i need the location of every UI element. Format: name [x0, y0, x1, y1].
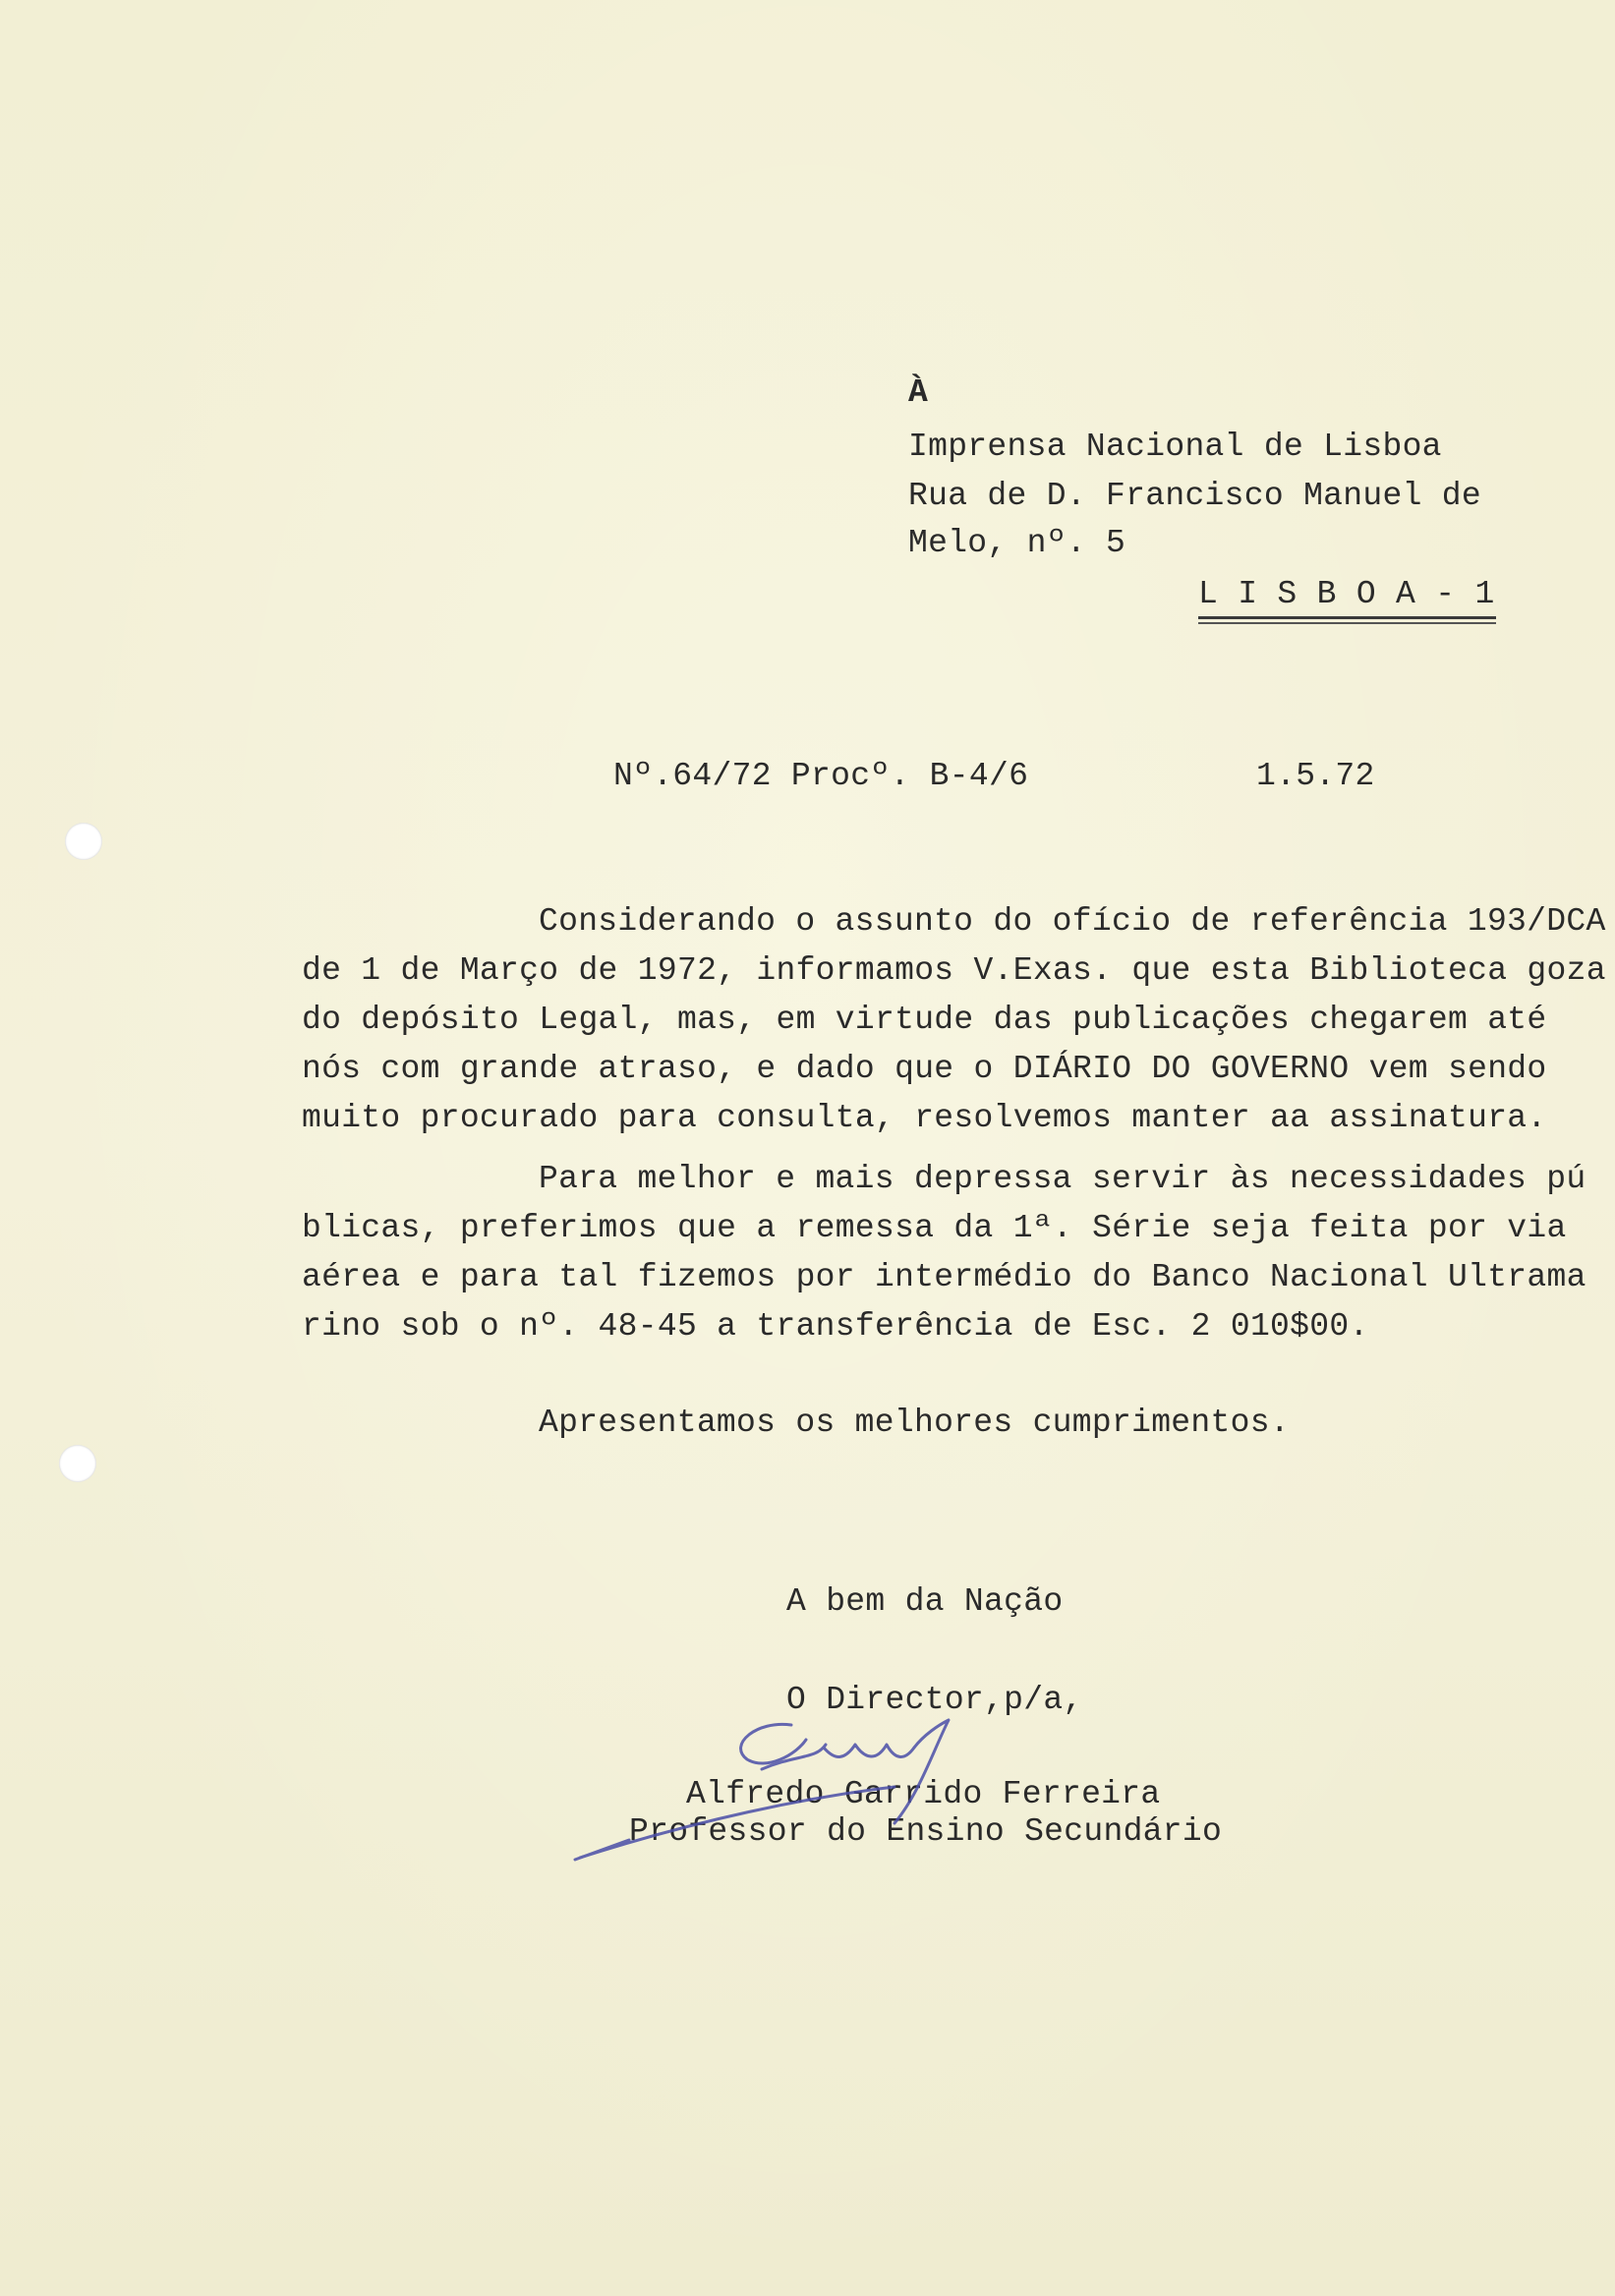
paragraph1-line3: do depósito Legal, mas, em virtude das publicações chegarem até: [302, 1002, 1547, 1038]
reference-date: 1.5.72: [1256, 758, 1375, 794]
addressee-prefix: À: [908, 374, 929, 411]
paragraph2-line3: aérea e para tal fizemos por intermédio do Banco Nacional Ultrama: [302, 1259, 1586, 1295]
city-double-underline: [1198, 622, 1496, 624]
paragraph1-line2: de 1 de Março de 1972, informamos V.Exas. que esta Biblioteca goza: [302, 952, 1606, 989]
punch-hole-top: [65, 823, 102, 860]
punch-hole-bottom: [59, 1445, 96, 1482]
salutation: A bem da Nação: [786, 1583, 1064, 1620]
paragraph1-line4: nós com grande atraso, e dado que o DIÁRIO DO GOVERNO vem sendo: [302, 1051, 1547, 1087]
paragraph2-line4: rino sob o nº. 48-45 a transferência de Esc. 2 010$00.: [302, 1308, 1369, 1345]
addressee-name: Imprensa Nacional de Lisboa: [908, 429, 1442, 465]
city-underline: [1198, 616, 1496, 619]
paragraph1-line1: Considerando o assunto do ofício de referência 193/DCA: [539, 903, 1606, 940]
paragraph1-line5: muito procurado para consulta, resolvemos manter aa assinatura.: [302, 1100, 1547, 1136]
closing-line: Apresentamos os melhores cumprimentos.: [539, 1405, 1290, 1441]
addressee-street-line2: Melo, nº. 5: [908, 525, 1126, 561]
addressee-city: L I S B O A - 1: [1198, 576, 1495, 612]
signatory-title: Professor do Ensino Secundário: [629, 1813, 1223, 1850]
signatory-name: Alfredo Garrido Ferreira: [686, 1776, 1161, 1812]
director-line: O Director,p/a,: [786, 1682, 1083, 1718]
paragraph2-line1: Para melhor e mais depressa servir às necessidades pú: [539, 1161, 1586, 1197]
paragraph2-line2: blicas, preferimos que a remessa da 1ª. Série seja feita por via: [302, 1210, 1567, 1246]
handwritten-signature: [570, 1700, 1081, 1867]
reference-number: Nº.64/72 Procº. B-4/6: [613, 758, 1029, 794]
addressee-street-line1: Rua de D. Francisco Manuel de: [908, 478, 1481, 514]
